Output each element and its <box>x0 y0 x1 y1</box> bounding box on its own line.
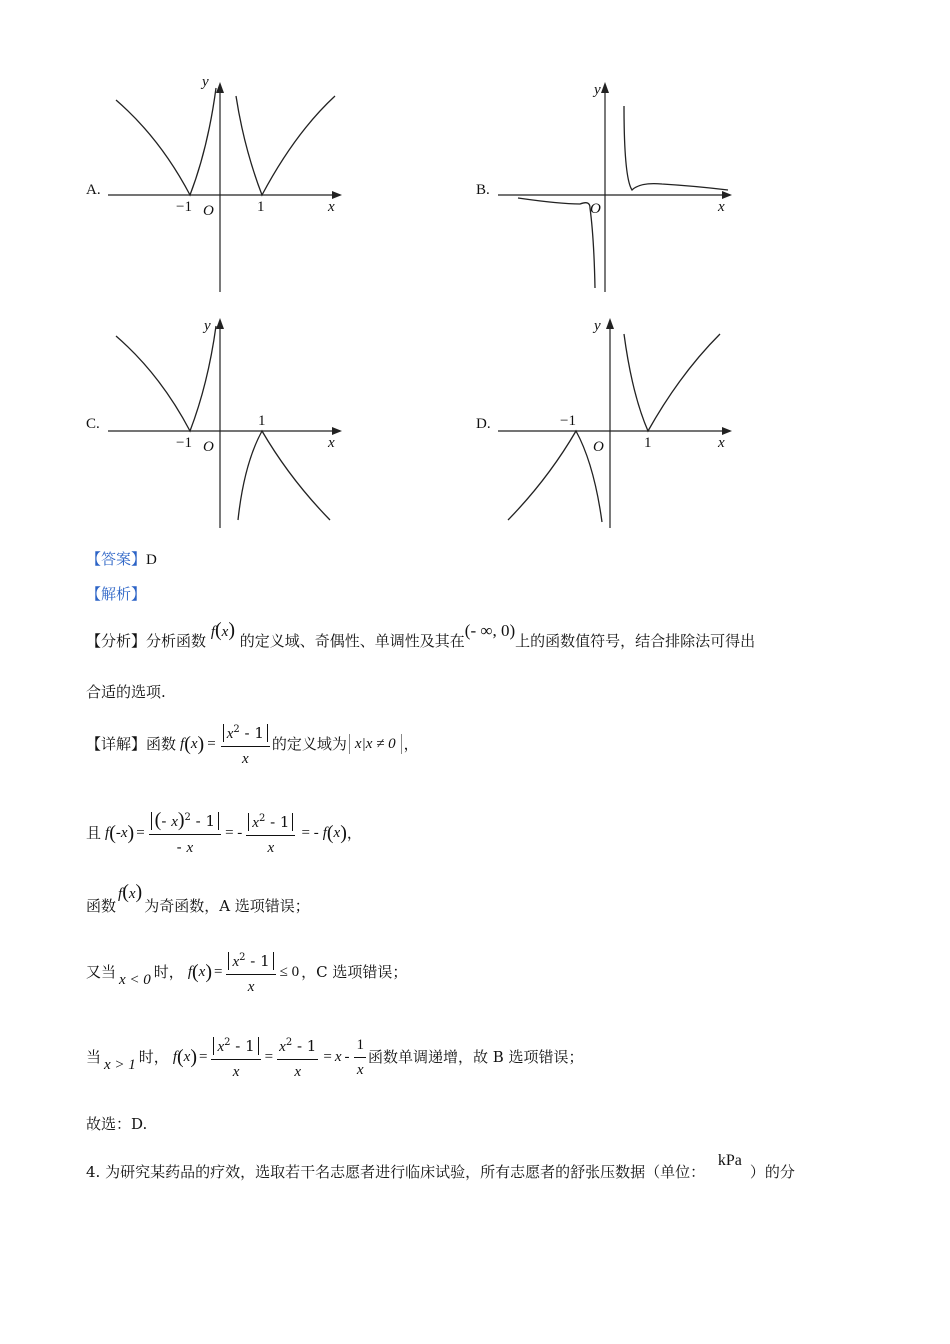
y-axis-label: y <box>204 318 211 334</box>
fx-x: x <box>221 624 229 640</box>
x-axis-label: x <box>328 199 335 215</box>
xiangjie-text-2: 的定义域为 <box>271 735 347 753</box>
mono-condition: x > 1 <box>104 1057 136 1073</box>
question-4-tail: ）的分 <box>749 1163 795 1181</box>
origin-label: O <box>203 203 214 219</box>
negative-line: 又当 x < 0 时， f ( x ) = $\frac{x^2 - 1}{x}$ ≤ 0 ，C 选项错误； <box>86 944 407 1000</box>
curve-right <box>624 334 720 431</box>
origin-label: O <box>590 201 601 217</box>
xiangjie-line: 【详解】 函数 f ( x ) = $\frac{x^2 - 1}{x}$ 的定义域为 x|x ≠ 0 ， <box>86 716 419 772</box>
conclude-text-1: 函数 <box>86 897 117 915</box>
origin-label: O <box>203 439 214 455</box>
fenxi-text-2: 的定义域、奇偶性、单调性及其在 <box>239 632 465 650</box>
question-4-text: 4. 为研究某药品的疗效，选取若干名志愿者进行临床试验，所有志愿者的舒张压数据（单位： <box>86 1163 706 1181</box>
fenxi-line: 【分析】分析函数 f(x) 的定义域、奇偶性、单调性及其在(- ∞, 0)上的函数值符号，结合排除法可得出 <box>86 619 756 650</box>
y-axis-arrow-icon <box>601 82 609 93</box>
tick-one: 1 <box>258 413 266 429</box>
mono-text-1: 当 <box>86 1048 102 1066</box>
fenxi-interval: (- ∞, 0) <box>464 621 516 640</box>
neg-text-3: ，C 选项错误； <box>301 963 408 981</box>
question-4-line <box>86 1152 795 1183</box>
curve-left <box>116 326 216 431</box>
odd-tail: ， <box>346 824 362 842</box>
mono-text-2: 时， <box>138 1048 169 1066</box>
fenxi-text-3: 上的函数值符号，结合排除法可得出 <box>515 632 756 650</box>
unit-kpa: kPa <box>717 1152 742 1169</box>
x-axis-arrow-icon <box>332 427 342 435</box>
x-axis-arrow-icon <box>332 191 342 199</box>
tick-neg-one: −1 <box>176 199 192 215</box>
y-axis-label: y <box>202 74 209 90</box>
x-axis-label: x <box>328 435 335 451</box>
conclude-text-2: 为奇函数，A 选项错误； <box>144 897 310 915</box>
y-axis-label: y <box>594 318 601 334</box>
fx-f: f <box>210 624 215 640</box>
y-axis-arrow-icon <box>216 318 224 329</box>
curve-left <box>518 198 595 288</box>
conclude-line: 函数 f(x) 为奇函数，A 选项错误； <box>86 881 310 915</box>
y-axis-arrow-icon <box>606 318 614 329</box>
origin-label: O <box>593 439 604 455</box>
final-answer: 故选：D. <box>86 1115 148 1133</box>
jiexi-tag: 【解析】 <box>86 585 147 603</box>
fenxi-tag: 【分析】 <box>86 632 147 650</box>
tick-one: 1 <box>644 435 652 451</box>
curve-right <box>624 106 728 190</box>
neg-condition: x < 0 <box>119 972 151 988</box>
curve-left <box>116 88 216 195</box>
option-a-label: A. <box>86 182 101 198</box>
x-axis-arrow-icon <box>722 427 732 435</box>
option-a-graph <box>100 74 350 296</box>
domain-set: x|x ≠ 0 <box>349 734 402 754</box>
neg-inequality: ≤ 0 <box>279 964 300 980</box>
x-axis-label: x <box>718 199 725 215</box>
x-axis-arrow-icon <box>722 191 732 199</box>
option-b-label: B. <box>476 182 490 198</box>
y-axis-label: y <box>594 82 601 98</box>
mono-text-3: 函数单调递增，故 B 选项错误； <box>367 1048 584 1066</box>
xiangjie-fraction: $\frac{x^2 - 1}{x}$ <box>221 720 270 769</box>
answer-value: D <box>146 552 157 568</box>
fenxi-text-4: 合适的选项. <box>86 683 166 701</box>
tick-neg-one: −1 <box>176 435 192 451</box>
option-d-graph <box>490 314 740 532</box>
curve-right <box>236 96 335 195</box>
option-c-label: C. <box>86 416 100 432</box>
curve-left <box>508 431 602 522</box>
tick-one: 1 <box>257 199 265 215</box>
xiangjie-text-3: ， <box>403 735 419 753</box>
answer-tag: 【答案】 <box>86 550 147 568</box>
option-d-label: D. <box>476 416 491 432</box>
odd-prefix: 且 <box>86 824 102 842</box>
answer-line <box>86 549 157 570</box>
tick-neg-one: −1 <box>560 413 576 429</box>
x-axis-label: x <box>718 435 725 451</box>
neg-text-1: 又当 <box>86 963 117 981</box>
option-c-graph <box>100 314 350 532</box>
xiangjie-text-1: 函数 <box>146 735 177 753</box>
fenxi-text-1: 分析函数 <box>146 632 207 650</box>
neg-text-2: 时， <box>153 963 184 981</box>
y-axis-arrow-icon <box>216 82 224 93</box>
curve-right <box>238 431 330 520</box>
odd-check-line: 且 f ( - x ) = $\frac{(- x)^2 - 1}{- x}$ = - $\frac{x^2 - 1}{x}$ = - f ( x ) ， <box>86 809 362 856</box>
monotonic-line: 当 x > 1 时， f ( x ) = $\frac{x^2 - 1}{x}$ = $\frac{x^2 - 1}{x}$ = x - $\frac{1}{x}$ 函数单调递增，故 B 选项错误； <box>86 1028 584 1086</box>
option-b-graph <box>490 78 740 296</box>
xiangjie-tag: 【详解】 <box>86 735 147 753</box>
